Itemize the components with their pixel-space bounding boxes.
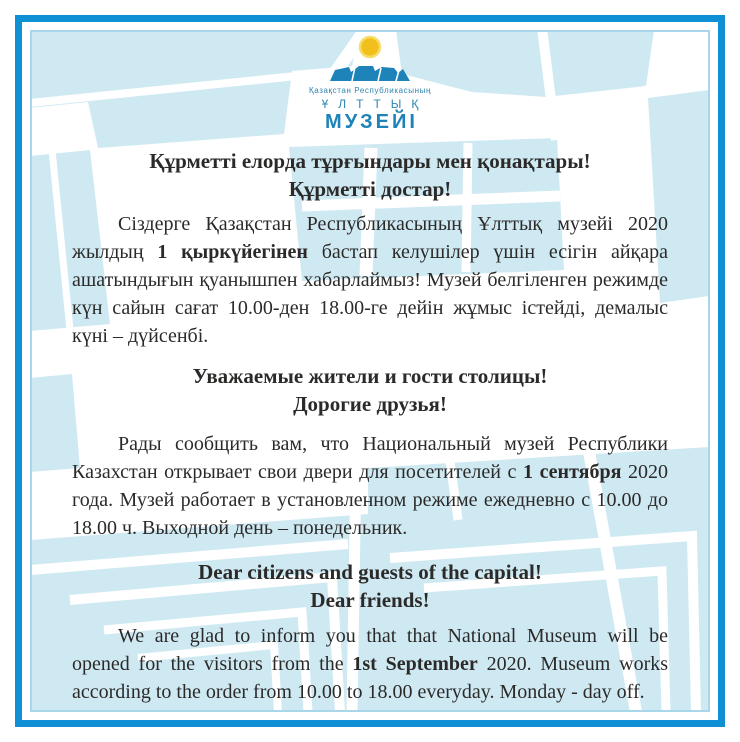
museum-building-icon xyxy=(328,63,412,83)
content xyxy=(72,34,668,706)
kazakh-heading-line1: Құрметті елорда тұрғындары мен қонақтары! xyxy=(149,149,591,173)
sun-icon xyxy=(357,34,383,60)
russian-paragraph-bold-date: 1 сентября xyxy=(522,461,622,483)
english-heading-line1: Dear citizens and guests of the capital! xyxy=(198,560,542,584)
kazakh-paragraph-bold-date: 1 қыркүйегінен xyxy=(157,241,308,263)
kazakh-paragraph-segment: Сіздерге Қазақстан Республикасының Ұлттық музейі 2020 жылдың xyxy=(72,213,668,263)
russian-heading-line2: Дорогие друзья! xyxy=(293,392,447,416)
museum-logo xyxy=(72,34,668,132)
english-paragraph-segment: We are glad to inform you that that National Museum will be opened for the visitors from the xyxy=(72,625,668,675)
russian-paragraph xyxy=(72,430,668,542)
logo-title-muzeyi: МУЗЕЙІ xyxy=(325,111,418,133)
logo-republic-text: Қазақстан Республикасының xyxy=(309,86,431,95)
english-heading-line2: Dear friends! xyxy=(310,588,430,612)
russian-paragraph-segment: 2020 года. Музей работает в установленном режиме ежедневно с 10.00 до 18.00 ч. Выходной день – понедельник. xyxy=(72,461,669,539)
russian-heading xyxy=(72,362,668,418)
english-heading xyxy=(72,558,668,614)
russian-paragraph-segment: Рады сообщить вам, что Национальный музей Республики Казахстан открывает свои двери для посетителей с xyxy=(72,433,668,483)
kazakh-paragraph xyxy=(72,210,668,350)
english-paragraph xyxy=(72,622,668,706)
russian-heading-line1: Уважаемые жители и гости столицы! xyxy=(192,364,548,388)
english-paragraph-bold-date: 1st September xyxy=(352,653,478,675)
kazakh-paragraph-segment: бастап келушілер үшін есігін айқара ашатындығын қуанышпен хабарлаймыз! Музей белгіленген режимде күн сайын сағат 10.00-ден 18.00-ге дейін жұмыс істейді, демалыс күні – дүйсенбі. xyxy=(72,241,668,347)
kazakh-heading-line2: Құрметті достар! xyxy=(288,177,452,201)
logo-title-ulttyq: ҰЛТТЫҚ xyxy=(321,97,429,111)
english-paragraph-segment: 2020. Museum works according to the order from 10.00 to 18.00 everyday. Monday - day off. xyxy=(72,653,669,703)
kazakh-heading xyxy=(72,147,668,203)
